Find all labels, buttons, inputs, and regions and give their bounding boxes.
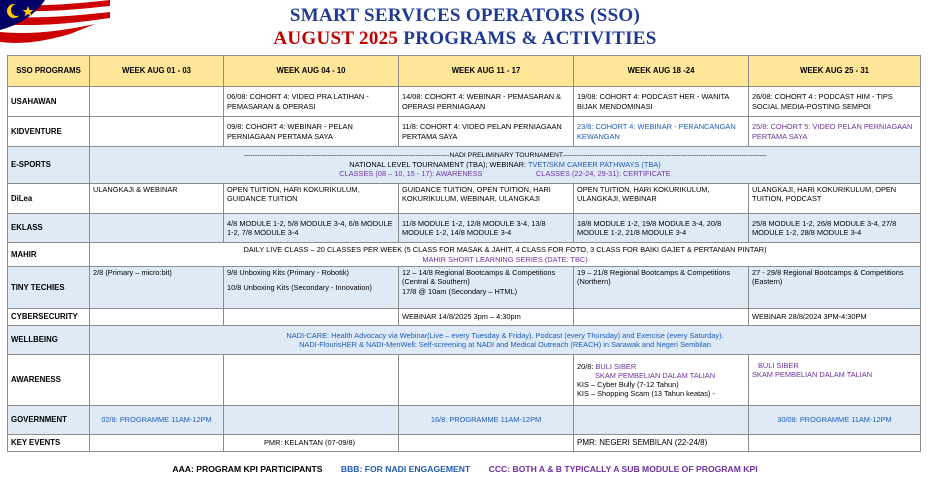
tiny-week-5: 27 - 29/8 Regional Bootcamps & Competitions (Eastern) [749,267,921,309]
eklass-week-4: 18/8 MODULE 1-2, 19/8 MODULE 3-4, 20/8 MODULE 1-2, 21/8 MODULE 3-4 [574,214,749,243]
row-wellbeing [8,326,921,355]
esports-webinar: TVET/SKM CAREER PATHWAYS (TBA) [527,159,661,169]
government-week-2 [224,406,399,435]
tiny-week-3 [399,267,574,309]
eklass-week-5: 25/8 MODULE 1-2, 26/8 MODULE 3-4, 27/8 MODULE 1-2, 28/8 MODULE 3-4 [749,214,921,243]
awareness-kis-cyber-bully: KIS – Cyber Bully (7-12 Tahun) [577,380,679,389]
awareness-w5-skam: SKAM PEMBELIAN DALAM TALIAN [752,370,873,380]
programs-table [7,55,921,452]
usahawan-week-2: 06/08: COHORT 4: VIDEO PRA LATIHAN - PEMASARAN & OPERASI [224,87,399,117]
key-events-week-5 [749,435,921,452]
row-label-usahawan: USAHAWAN [8,87,90,117]
usahawan-week-1 [90,87,224,117]
tiny-week-2 [224,267,399,309]
government-week-1: 02/8: PROGRAMME 11AM-12PM [90,406,224,435]
key-events-week-2: PMR: KELANTAN (07-09/8) [224,435,399,452]
row-eklass [8,214,921,243]
row-key-events [8,435,921,452]
government-week-4 [574,406,749,435]
row-label-esports: E-SPORTS [8,147,90,184]
esports-all-weeks [90,147,921,184]
subtitle-date: AUGUST 2025 [273,28,399,49]
dilea-week-5: ULANGKAJI, HARI KOKURIKULUM, OPEN TUITION, PODCAST [749,184,921,214]
tiny-regional-central: 12 – 14/8 Regional Bootcamps & Competitions (Central & Southern) [402,268,556,287]
row-usahawan [8,87,921,117]
tiny-unboxing-secondary: 10/8 Unboxing Kits (Secondary - Innovation) [227,283,373,293]
awareness-week-3 [399,355,574,406]
row-label-cybersecurity: CYBERSECURITY [8,309,90,326]
mahir-all-weeks [90,243,921,267]
tiny-week-4: 19 – 21/8 Regional Bootcamps & Competitions (Northern) [574,267,749,309]
legend-aaa: AAA: PROGRAM KPI PARTICIPANTS [172,464,323,474]
cyber-week-3: WEBINAR 14/8/2025 3pm – 4:30pm [399,309,574,326]
dilea-week-2: OPEN TUITION, HARI KOKURIKULUM, GUIDANCE TUITION [224,184,399,214]
usahawan-week-3: 14/08: COHORT 4: WEBINAR - PEMASARAN & OPERASI PERNIAGAAN [399,87,574,117]
awareness-week-5 [749,355,921,406]
eklass-week-1 [90,214,224,243]
tiny-secondary-html: 17/8 @ 10am (Secondary – HTML) [402,286,518,296]
row-label-tiny-techies: TINY TECHIES [8,267,90,309]
page-subtitle [0,28,930,50]
key-events-week-1 [90,435,224,452]
awareness-w5-buli-siber: BULI SIBER [758,361,799,370]
usahawan-week-4: 19/08: COHORT 4: PODCAST HER - WANITA BIJAK MENDOMINASI [574,87,749,117]
kidventure-week-4: 23/8: COHORT 4: WEBINAR - PERANCANGAN KEWANGAN [574,117,749,147]
legend-ccc: CCC: BOTH A & B TYPICALLY A SUB MODULE OF PROGRAM KPI [488,464,758,474]
tiny-week-1: 2/8 (Primary – micro:bit) [90,267,224,309]
eklass-week-3: 11/8 MODULE 1-2, 12/8 MODULE 3-4, 13/8 MODULE 1-2, 14/8 MODULE 3-4 [399,214,574,243]
key-events-week-3 [399,435,574,452]
row-cybersecurity [8,309,921,326]
dilea-week-3: GUIDANCE TUITION, OPEN TUITION, HARI KOKURIKULUM, WEBINAR, ULANGKAJI [399,184,574,214]
header-week-1: WEEK AUG 01 - 03 [90,56,224,87]
header-week-3: WEEK AUG 11 - 17 [399,56,574,87]
esports-national-text: NATIONAL LEVEL TOURNAMENT (TBA); WEBINAR: [349,159,528,169]
mahir-daily-class: DAILY LIVE CLASS – 20 CLASSES PER WEEK (5 CLASS FOR MASAK & JAHIT, 4 CLASS FOR FOTO, 3 CLASS FOR BAIKI GAJET & PERTANIAN PINTAR) [243,245,767,255]
awareness-week-4 [574,355,749,406]
header-week-2: WEEK AUG 04 - 10 [224,56,399,87]
row-awareness [8,355,921,406]
esports-preliminary: -------------------------------------------------------------------------------------------NADI PRELIMINARY TOURNAMENT------------------------------------------------------------------------------------------ [243,151,767,159]
row-label-eklass: EKLASS [8,214,90,243]
subtitle-text: PROGRAMS & ACTIVITIES [403,28,657,49]
row-esports [8,147,921,184]
cyber-week-5: WEBINAR 28/8/2024 3PM-4:30PM [749,309,921,326]
row-label-awareness: AWARENESS [8,355,90,406]
row-label-government: GOVERNMENT [8,406,90,435]
table-header-row [8,56,921,87]
row-label-mahir: MAHIR [8,243,90,267]
cyber-week-2 [224,309,399,326]
awareness-buli-siber: BULI SIBER [595,361,637,371]
header-sso-programs: SSO PROGRAMS [8,56,90,87]
esports-classes [93,169,917,178]
mahir-short-learning: MAHIR SHORT LEARNING SERIES (DATE: TBC) [422,254,588,264]
header-week-5: WEEK AUG 25 - 31 [749,56,921,87]
row-government [8,406,921,435]
awareness-skam: SKAM PEMBELIAN DALAM TALIAN [595,370,716,380]
kidventure-week-2: 09/8: COHORT 4: WEBINAR - PELAN PERNIAGAAN PERTAMA SAYA [224,117,399,147]
awareness-week-1 [90,355,224,406]
row-mahir [8,243,921,267]
dilea-week-1: ULANGKAJI & WEBINAR [90,184,224,214]
row-label-key-events: KEY EVENTS [8,435,90,452]
kidventure-week-1 [90,117,224,147]
esports-classes-awareness: CLASSES (08 – 10, 15 - 17): AWARENESS [339,169,483,179]
row-kidventure [8,117,921,147]
cyber-week-4 [574,309,749,326]
awareness-kis-shopping-scam: KIS – Shopping Scam (13 Tahun keatas) - [577,389,715,399]
usahawan-week-5: 26/08: COHORT 4 : PODCAST HIM - TIPS SOCIAL MEDIA-POSTING SEMPOI [749,87,921,117]
header-week-4: WEEK AUG 18 -24 [574,56,749,87]
row-label-wellbeing: WELLBEING [8,326,90,355]
esports-national [93,160,917,169]
awareness-date: 20/8: [577,361,596,371]
kidventure-week-5: 25/8: COHORT 5: VIDEO PELAN PERNIAGAAN PERTAMA SAYA [749,117,921,147]
tiny-unboxing-primary: 9/8 Unboxing Kits (Primary - Robotik) [227,268,349,277]
eklass-week-2: 4/8 MODULE 1-2, 5/8 MODULE 3-4, 6/8 MODULE 1-2, 7/8 MODULE 3-4 [224,214,399,243]
dilea-week-4: OPEN TUITION, HARI KOKURIKULUM, ULANGKAJI, WEBINAR [574,184,749,214]
esports-classes-certificate: CLASSES (22-24, 29-31): CERTIFICATE [535,169,671,179]
wellbeing-all-weeks [90,326,921,355]
key-events-week-4: PMR: NEGERI SEMBILAN (22-24/8) [574,435,749,452]
government-week-5: 30/08: PROGRAMME 11AM-12PM [749,406,921,435]
wellbeing-nadi-care: NADI-CARE: Health Advocacy via Webinar(Live – every Tuesday & Friday), Podcast (every Thursday) and Exercise (every Saturday). [286,330,724,340]
row-tiny-techies [8,267,921,309]
cyber-week-1 [90,309,224,326]
row-label-dilea: DiLea [8,184,90,214]
government-week-3: 16/8: PROGRAMME 11AM-12PM [399,406,574,435]
wellbeing-flourisher: NADI-FlourisHER & NADI-MenWell: Self-screening at NADI and Medical Outreach (REACH) in Sarawak and Negeri Sembilan [299,340,711,349]
row-label-kidventure: KIDVENTURE [8,117,90,147]
legend-bbb: BBB: FOR NADI ENGAGEMENT [340,464,471,474]
row-dilea [8,184,921,214]
kidventure-week-3: 11/8: COHORT 4: VIDEO PELAN PERNIAGAAN PERTAMA SAYA [399,117,574,147]
awareness-week-2 [224,355,399,406]
legend [0,464,930,474]
page-title: SMART SERVICES OPERATORS (SSO) [289,5,641,26]
